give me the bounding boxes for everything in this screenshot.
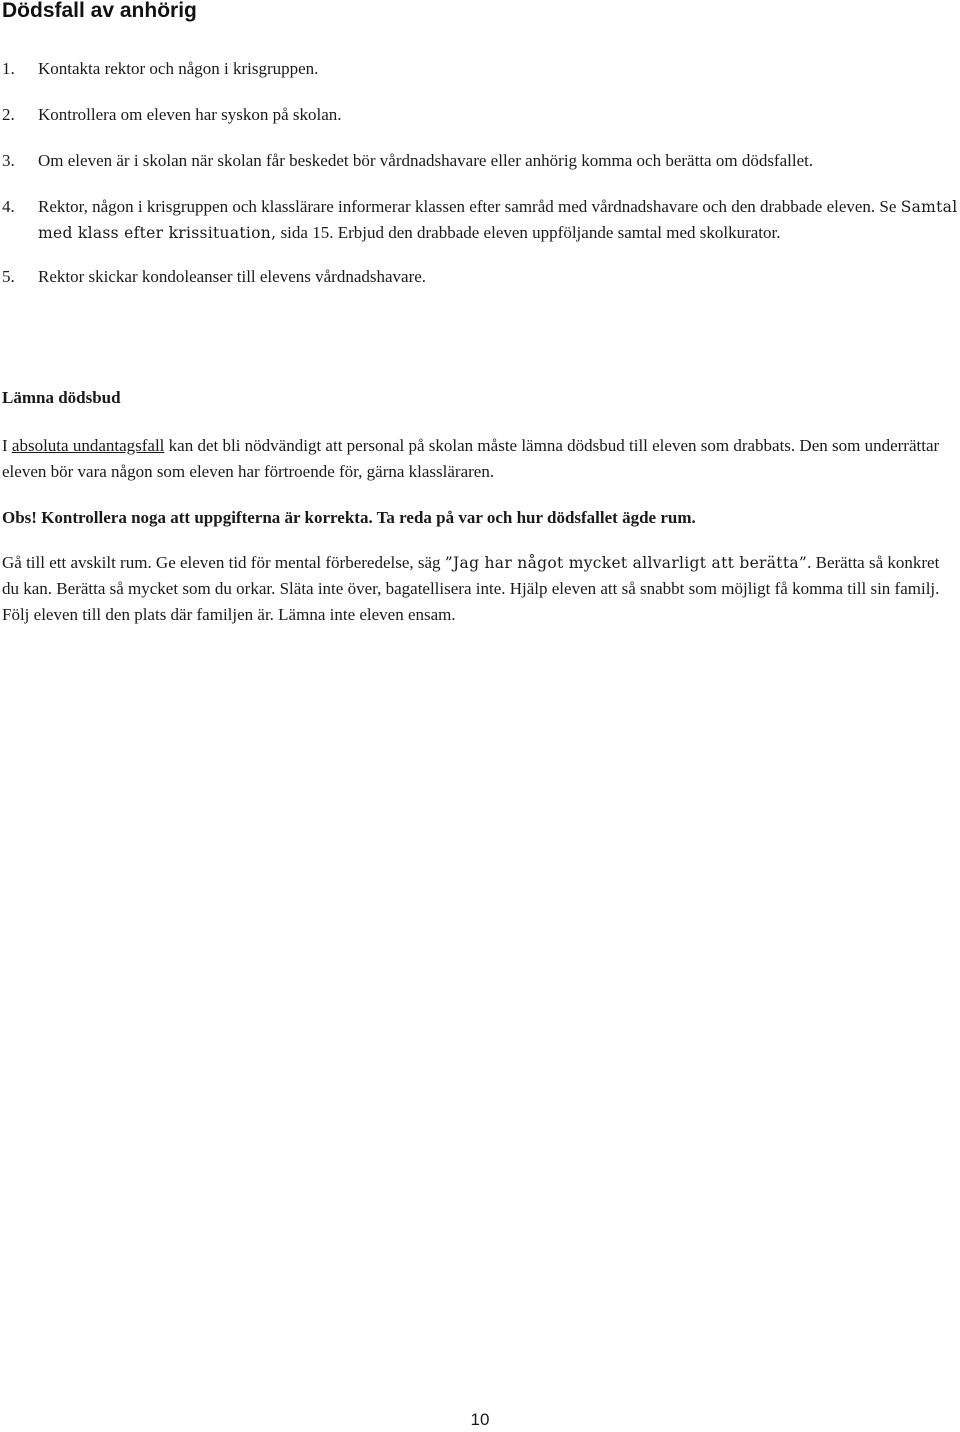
step-2 <box>0 102 960 128</box>
section-heading: Lämna dödsbud <box>2 388 121 407</box>
step-number: 5. <box>2 267 15 286</box>
paragraph-warning: Obs! Kontrollera noga att uppgifterna är korrekta. Ta reda på var och hur dödsfallet ägde rum. <box>2 508 696 527</box>
paragraph-text-continued: kan det bli nödvändigt att personal på skolan måste lämna dödsbud till eleven som drabbats. Den som underrättar eleven bör vara någon som eleven har förtroende för, gärna klassläraren. <box>2 436 940 481</box>
paragraph-exception <box>2 433 957 485</box>
step-text: Rektor, någon i krisgruppen och klasslärare informerar klassen efter samråd med vårdnadshavare och den drabbade eleven. Se <box>38 197 901 216</box>
paragraph-text: Gå till ett avskilt rum. Ge eleven tid för mental förberedelse, säg <box>2 553 445 572</box>
step-number: 1. <box>2 59 15 78</box>
page-title: Dödsfall av anhörig <box>2 0 197 22</box>
step-text-continued: sida 15. Erbjud den drabbade eleven uppföljande samtal med skolkurator. <box>276 223 781 242</box>
step-text: Rektor skickar kondoleanser till elevens vårdnadshavare. <box>38 267 427 286</box>
step-4 <box>0 194 960 246</box>
step-1 <box>0 56 960 82</box>
underlined-phrase: absoluta undantagsfall <box>11 436 165 455</box>
step-3 <box>0 148 960 174</box>
step-text: Kontakta rektor och någon i krisgruppen. <box>38 59 319 78</box>
paragraph-text: I <box>2 436 12 455</box>
step-text: Om eleven är i skolan när skolan får beskedet bör vårdnadshavare eller anhörig komma och berätta om dödsfallet. <box>38 151 814 170</box>
cross-reference: Samtal med klass efter krissituation, <box>38 198 958 242</box>
step-number: 4. <box>2 197 15 216</box>
paragraph-instructions <box>2 550 957 628</box>
page-number: 10 <box>470 1410 490 1429</box>
step-5 <box>0 264 960 290</box>
quoted-phrase: ”Jag har något mycket allvarligt att berätta” <box>444 554 808 572</box>
paragraph-text-continued: . Berätta så konkret du kan. Berätta så mycket som du orkar. Släta inte över, bagatellisera inte. Hjälp eleven att så snabbt som möjligt få komma till sin familj. Följ eleven till den plats där familjen är. Lämna inte eleven ensam. <box>2 553 940 624</box>
step-number: 2. <box>2 105 15 124</box>
step-number: 3. <box>2 151 15 170</box>
step-text: Kontrollera om eleven har syskon på skolan. <box>38 105 342 124</box>
action-steps-list <box>0 56 960 310</box>
